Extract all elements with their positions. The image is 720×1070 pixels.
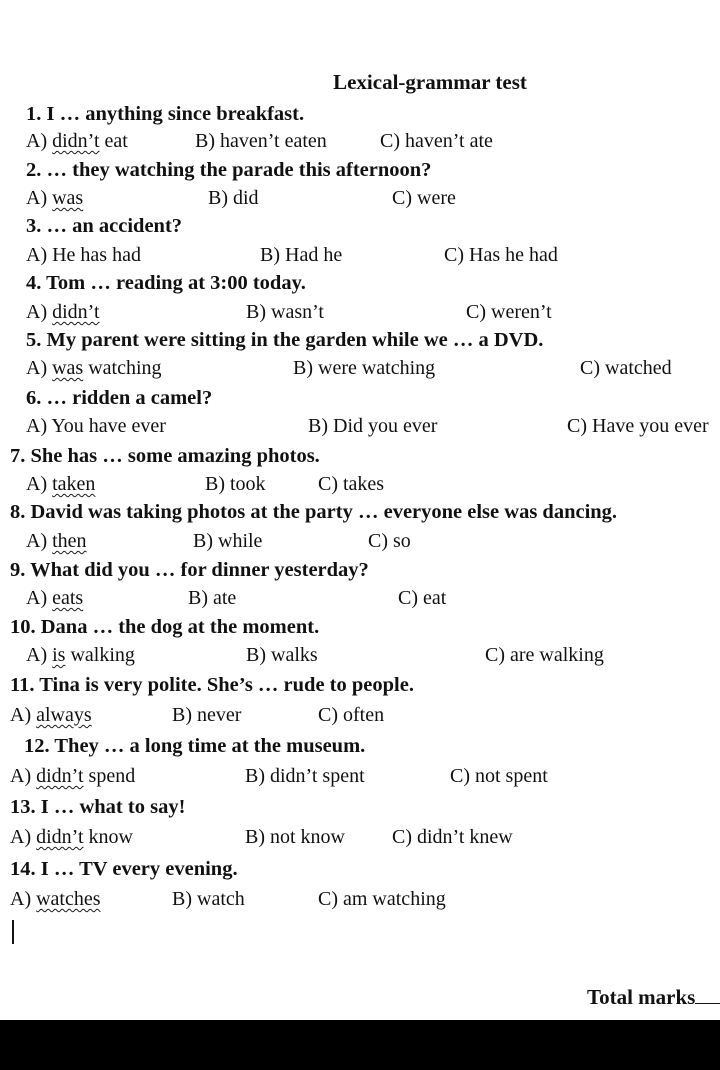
question-3: 3. … an accident? <box>26 215 183 237</box>
question-11: 11. Tina is very polite. She’s … rude to people. <box>10 674 414 696</box>
q4-option-b: B) wasn’t <box>246 301 324 323</box>
q6-option-a: A) You have ever <box>26 415 166 437</box>
q2-option-a: A) was <box>26 187 84 209</box>
q3-option-c: C) Has he had <box>444 244 558 266</box>
q8-option-b: B) while <box>193 530 263 552</box>
q13-option-c: C) didn’t knew <box>392 826 513 848</box>
q5-option-c: C) watched <box>580 357 672 379</box>
q4-option-c: C) weren’t <box>466 301 552 323</box>
q7-option-c: C) takes <box>318 473 385 495</box>
page-title: Lexical-grammar test <box>333 70 527 94</box>
q12-option-c: C) not spent <box>450 765 548 787</box>
q9-option-c: C) eat <box>398 587 447 609</box>
question-14: 14. I … TV every evening. <box>10 858 238 880</box>
q13-option-b: B) not know <box>245 826 345 848</box>
question-7: 7. She has … some amazing photos. <box>10 445 320 467</box>
question-10: 10. Dana … the dog at the moment. <box>10 616 320 638</box>
q10-option-a: A) is walking <box>26 644 135 666</box>
q9-option-b: B) ate <box>188 587 237 609</box>
q5-option-a: A) was watching <box>26 357 162 379</box>
q1-option-c: C) haven’t ate <box>380 130 493 152</box>
q7-option-b: B) took <box>205 473 266 495</box>
q4-option-a: A) didn’t <box>26 301 100 323</box>
q13-option-a: A) didn’t know <box>10 826 133 848</box>
q14-option-b: B) watch <box>172 888 245 910</box>
q10-option-c: C) are walking <box>485 644 604 666</box>
question-13: 13. I … what to say! <box>10 796 186 818</box>
q11-option-b: B) never <box>172 704 242 726</box>
q14-option-c: C) am watching <box>318 888 446 910</box>
question-4: 4. Tom … reading at 3:00 today. <box>26 272 306 294</box>
question-5: 5. My parent were sitting in the garden while we … a DVD. <box>26 329 544 351</box>
q1-option-a: A) didn’t eat <box>26 130 128 152</box>
q6-option-b: B) Did you ever <box>308 415 438 437</box>
question-2: 2. … they watching the parade this afternoon? <box>26 159 432 181</box>
total-marks-label: Total marks <box>587 984 720 1010</box>
q1-option-b: B) haven’t eaten <box>195 130 327 152</box>
text-cursor <box>12 920 14 944</box>
black-bar <box>0 1020 720 1070</box>
question-9: 9. What did you … for dinner yesterday? <box>10 559 369 581</box>
q14-option-a: A) watches <box>10 888 101 910</box>
q2-option-c: C) were <box>392 187 456 209</box>
q8-option-a: A) then <box>26 530 87 552</box>
q9-option-a: A) eats <box>26 587 84 609</box>
q3-option-a: A) He has had <box>26 244 141 266</box>
q5-option-b: B) were watching <box>293 357 436 379</box>
q8-option-c: C) so <box>368 530 411 552</box>
q11-option-c: C) often <box>318 704 385 726</box>
q10-option-b: B) walks <box>246 644 318 666</box>
question-1: 1. I … anything since breakfast. <box>26 103 305 125</box>
q3-option-b: B) Had he <box>260 244 343 266</box>
q2-option-b: B) did <box>208 187 259 209</box>
q6-option-c: C) Have you ever <box>567 415 709 437</box>
q7-option-a: A) taken <box>26 473 96 495</box>
q11-option-a: A) always <box>10 704 92 726</box>
q12-option-a: A) didn’t spend <box>10 765 136 787</box>
question-6: 6. … ridden a camel? <box>26 387 213 409</box>
question-8: 8. David was taking photos at the party … everyone else was dancing. <box>10 501 618 523</box>
question-12: 12. They … a long time at the museum. <box>24 735 366 757</box>
q12-option-b: B) didn’t spent <box>245 765 365 787</box>
